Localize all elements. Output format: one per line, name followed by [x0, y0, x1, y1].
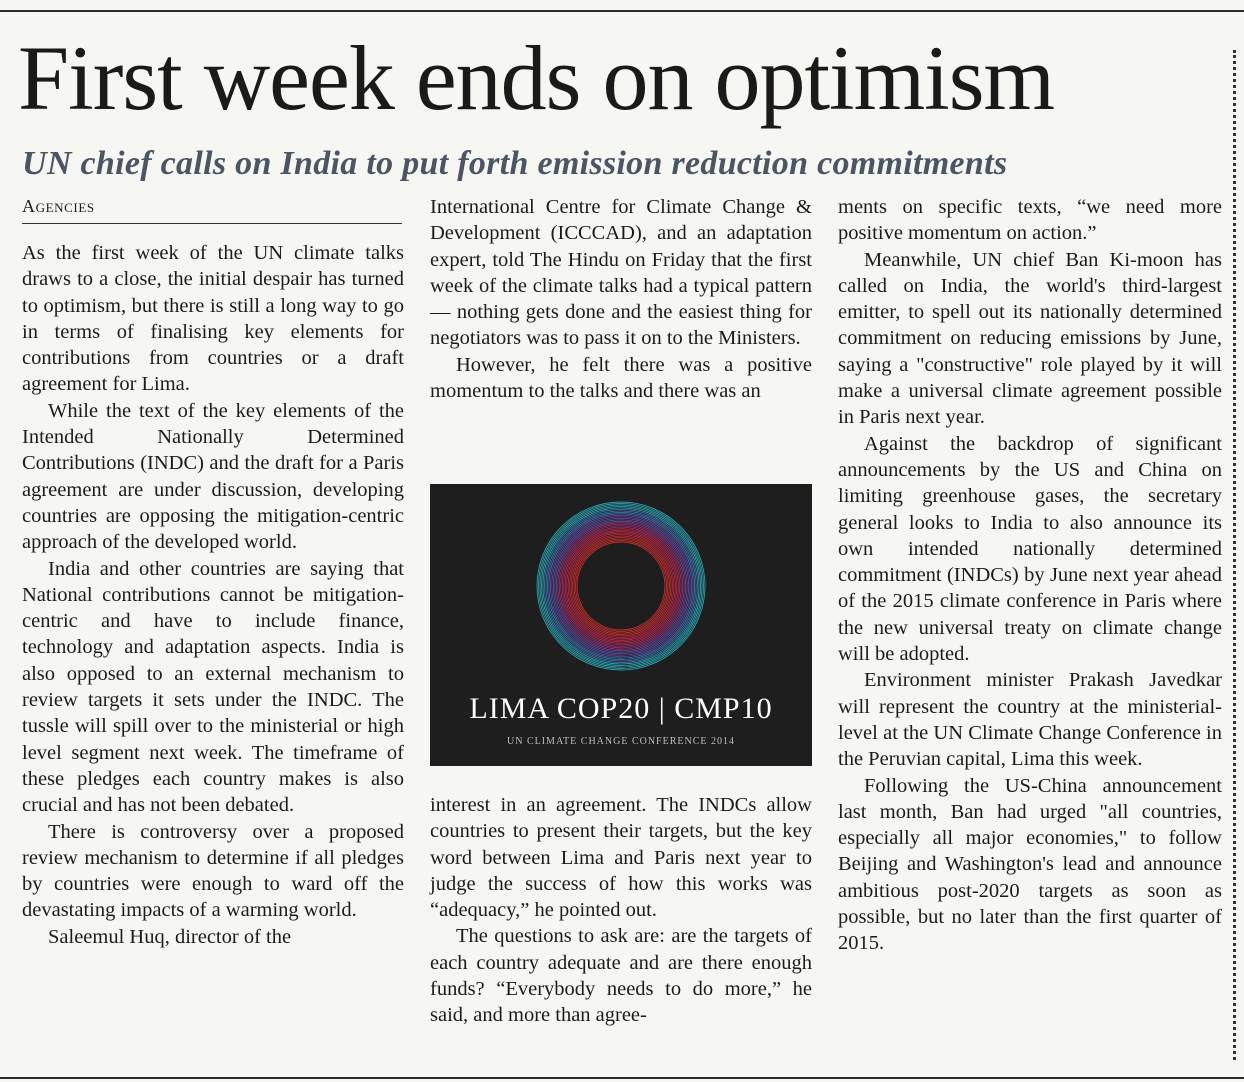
paragraph: interest in an agreement. The INDCs allow countries to present their targets, but the key word between Lima and Paris next year to judge the success of how this works was “adequacy,” he pointed out.: [430, 794, 812, 922]
paragraph: The questions to ask are: are the targets of each country adequate and are there enough funds? “Everybody needs to do more,” he said, and more than agree-: [430, 925, 812, 1027]
paragraph: Saleemul Huq, director of the: [48, 925, 292, 948]
column-1: [22, 240, 404, 950]
column-3: [838, 194, 1222, 957]
paragraph: There is controversy over a proposed review mechanism to determine if all pledges by countries were enough to ward off the devastating impacts of a warming world.: [22, 820, 404, 922]
photo-subtitle: UN CLIMATE CHANGE CONFERENCE 2014: [507, 736, 735, 747]
paragraph: ments on specific texts, “we need more positive momentum on action.”: [838, 196, 1222, 245]
paragraph: While the text of the key elements of the Intended Nationally Determined Contributions (INDC) and the draft for a Paris agreement are under discussion, developing countries are opposing the mitigation-centric approach of the developed world.: [22, 399, 404, 554]
paragraph: International Centre for Climate Change & Development (ICCCAD), and an adaptation expert, told The Hindu on Friday that the first week of the climate talks had a typical pattern — nothing gets done and the easiest thing for negotiators was to pass it on to the Ministers.: [430, 196, 812, 350]
subheadline: UN chief calls on India to put forth emission reduction commitments: [22, 145, 1008, 182]
photo-title: LIMA COP20 | CMP10: [469, 692, 773, 725]
column-edge-dotted-rule: [1233, 50, 1236, 1060]
column-2-bottom: [430, 792, 812, 1029]
paragraph: However, he felt there was a positive momentum to the talks and there was an: [430, 353, 812, 403]
ring-center: [579, 544, 663, 628]
headline: First week ends on optimism: [18, 27, 1055, 129]
conference-logo-image: [430, 484, 812, 766]
paragraph: As the first week of the UN climate talks draws to a close, the initial despair has turned to optimism, but there is still a long way to go in terms of finalising key elements for contributions from countries or a draft agreement for Lima.: [22, 242, 404, 396]
paragraph: Following the US-China announcement last month, Ban had urged "all countries, especially all major economies," to follow Beijing and Washington's lead and announce ambitious post-2020 targets as soon as possible, but no later than the first quarter of 2015.: [838, 774, 1222, 955]
bottom-rule: [0, 1077, 1244, 1079]
paragraph: India and other countries are saying that National contributions cannot be mitigation-centric and have to include finance, technology and adaptation aspects. India is also opposed to an external mechanism to review targets it sets under the INDC. The tussle will spill over to the ministerial or high level segment next week. The timeframe of these pledges each country makes is also crucial and has not been debated.: [22, 557, 404, 817]
paragraph: Meanwhile, UN chief Ban Ki-moon has called on India, the world's third-largest emitter, to spell out its nationally determined commitment on reducing emissions by June, saying a "constructive" role played by it will make a universal climate agreement possible in Paris next year.: [838, 248, 1222, 429]
paragraph: Environment minister Prakash Javedkar will represent the country at the ministerial-level at the UN Climate Change Conference in the Peruvian capital, Lima this week.: [838, 669, 1222, 771]
paragraph: Against the backdrop of significant announcements by the US and China on limiting greenhouse gases, the secretary general looks to India to also announce its own intended nationally determined commitment (INDCs) by June next year ahead of the 2015 climate conference in Paris where the new universal treaty on climate change will be adopted.: [838, 432, 1222, 666]
column-2-top: [430, 194, 812, 404]
top-rule: [0, 10, 1244, 12]
byline: Agencies: [22, 196, 402, 224]
